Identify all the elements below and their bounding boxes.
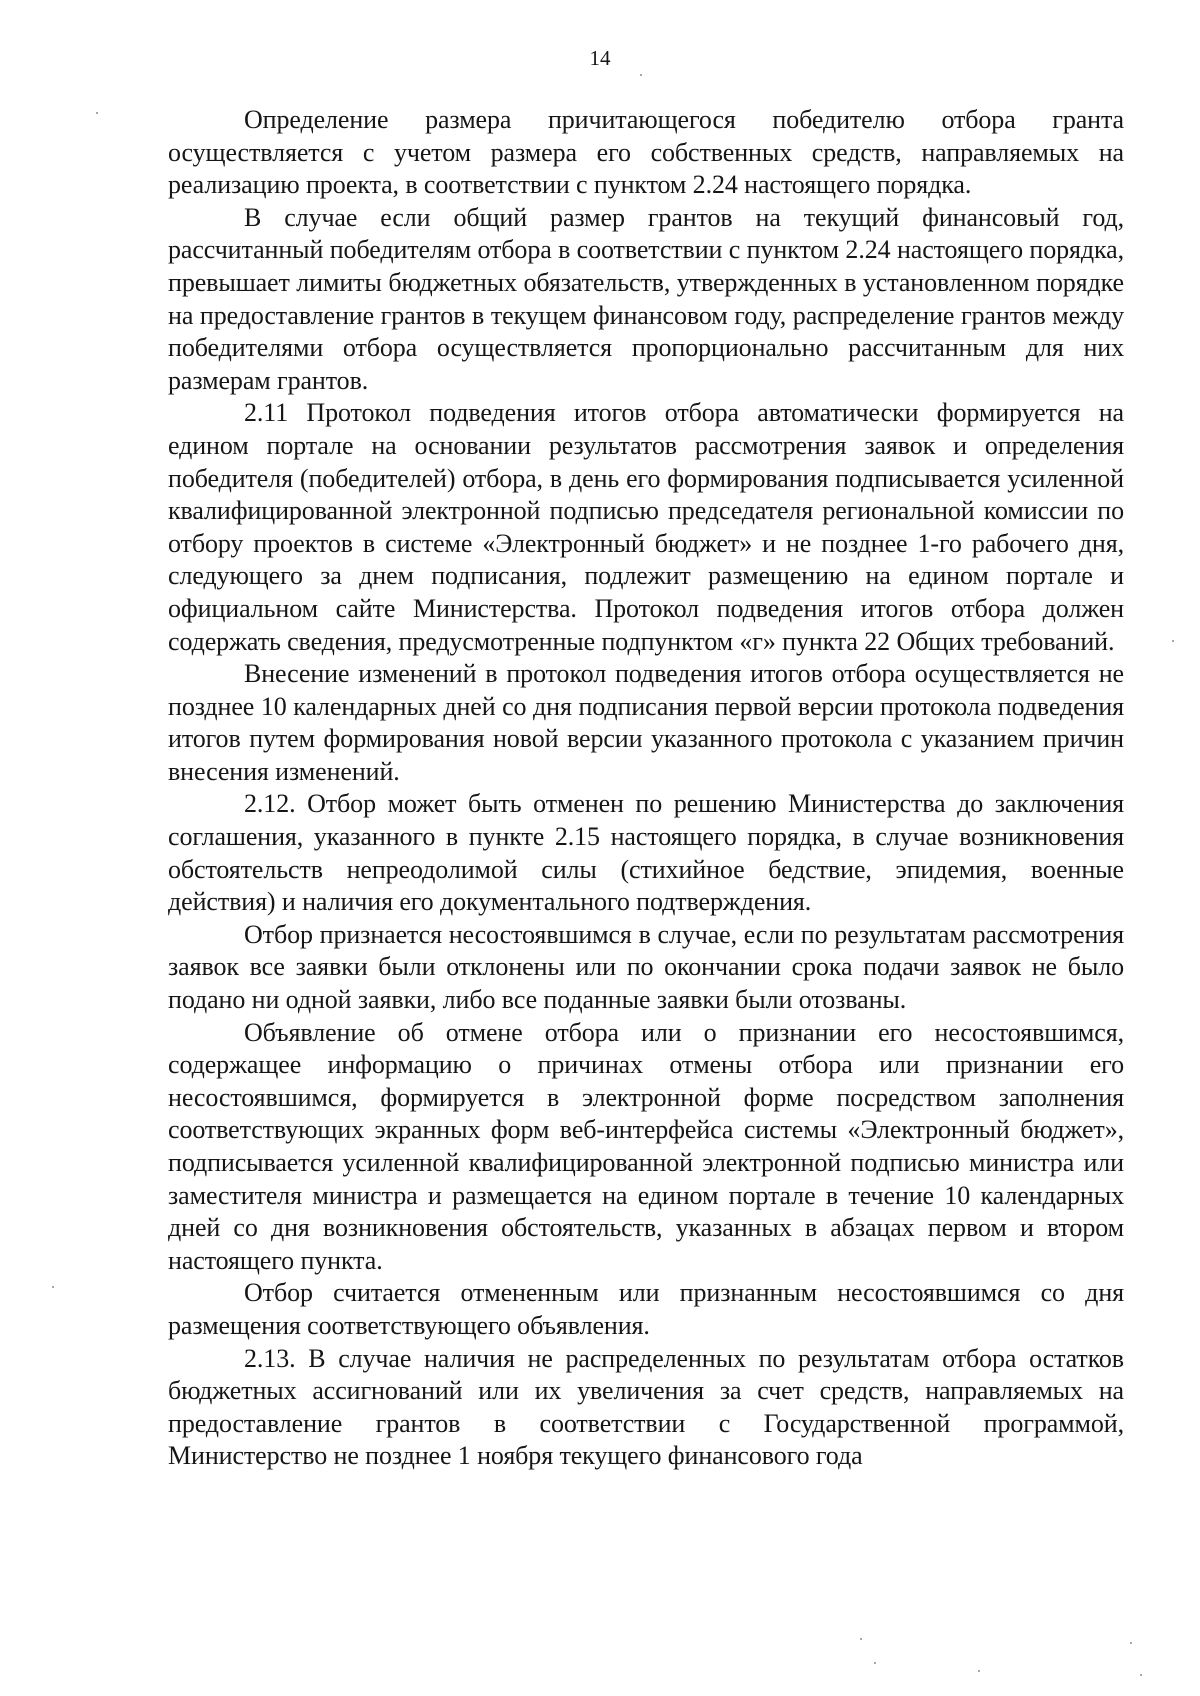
paragraph-protocol-changes: Внесение изменений в протокол подведения итогов отбора осуществляется не позднее 10 календарных дней со дня подписания первой версии протокола подведения итогов путем формирования новой версии указанного протокола с указанием причин внесения изменений. xyxy=(168,659,1124,786)
paragraph-grant-amount: Определение размера причитающегося победителю отбора гранта осуществляется с учетом размера его собственных средств, направляемых на реализацию проекта, в соответствии с пунктом 2.24 настоящего порядка. xyxy=(168,105,1124,200)
scan-speck xyxy=(1140,1674,1142,1676)
paragraph-cancellation-date: Отбор считается отмененным или признанным несостоявшимся со дня размещения соответствующего объявления. xyxy=(168,1278,1124,1340)
paragraph-2-11-protocol: 2.11 Протокол подведения итогов отбора автоматически формируется на едином портале на основании результатов рассмотрения заявок и определения победителя (победителей) отбора, в день его формирования подписывается усиленной квалифицированной электронной подписью председателя региональной комиссии по отбору проектов в системе «Электронный бюджет» и не позднее 1-го рабочего дня, следующего за днем подписания, подлежит размещению на едином портале и официальном сайте Министерства. Протокол подведения итогов отбора должен содержать сведения, предусмотренные подпунктом «г» пункта 22 Общих требований. xyxy=(168,398,1124,656)
scan-speck xyxy=(860,1638,862,1640)
scan-speck xyxy=(978,1670,980,1672)
paragraph-2-13-remaining-funds: 2.13. В случае наличия не распределенных по результатам отбора остатков бюджетных ассигнований или их увеличения за счет средств, направляемых на предоставление грантов в соответствии с Государственной программой, Министерство не позднее 1 ноября текущего финансового года xyxy=(168,1343,1124,1471)
scan-speck xyxy=(640,74,642,76)
paragraph-grant-limits: В случае если общий размер грантов на текущий финансовый год, рассчитанный победителям отбора в соответствии с пунктом 2.24 настоящего порядка, превышает лимиты бюджетных обязательств, утвержденных в установленном порядке на предоставление грантов в текущем финансовом году, распределение грантов между победителями отбора осуществляется пропорционально рассчитанным для них размерам грантов. xyxy=(168,202,1124,395)
paragraph-failed-selection: Отбор признается несостоявшимся в случае, если по результатам рассмотрения заявок все заявки были отклонены или по окончании срока подачи заявок не было подано ни одной заявки, либо все поданные заявки были отозваны. xyxy=(168,919,1124,1015)
scan-speck xyxy=(1172,640,1174,642)
scan-speck xyxy=(1130,1642,1132,1644)
document-body xyxy=(168,104,1124,1473)
scan-speck xyxy=(874,1662,876,1664)
paragraph-2-12-cancellation: 2.12. Отбор может быть отменен по решению Министерства до заключения соглашения, указанного в пункте 2.15 настоящего порядка, в случае возникновения обстоятельств непреодолимой силы (стихийное бедствие, эпидемия, военные действия) и наличия его документального подтверждения. xyxy=(168,789,1124,917)
scan-speck xyxy=(52,1286,54,1288)
scan-speck xyxy=(96,112,98,114)
paragraph-cancellation-announcement: Объявление об отмене отбора или о признании его несостоявшимся, содержащее информацию о причинах отмены отбора или признании его несостоявшимся, формируется в электронной форме посредством заполнения соответствующих экранных форм веб-интерфейса системы «Электронный бюджет», подписывается усиленной квалифицированной электронной подписью министра или заместителя министра и размещается на едином портале в течение 10 календарных дней со дня возникновения обстоятельств, указанных в абзацах первом и втором настоящего пункта. xyxy=(168,1017,1124,1275)
page-number: 14 xyxy=(589,46,611,70)
